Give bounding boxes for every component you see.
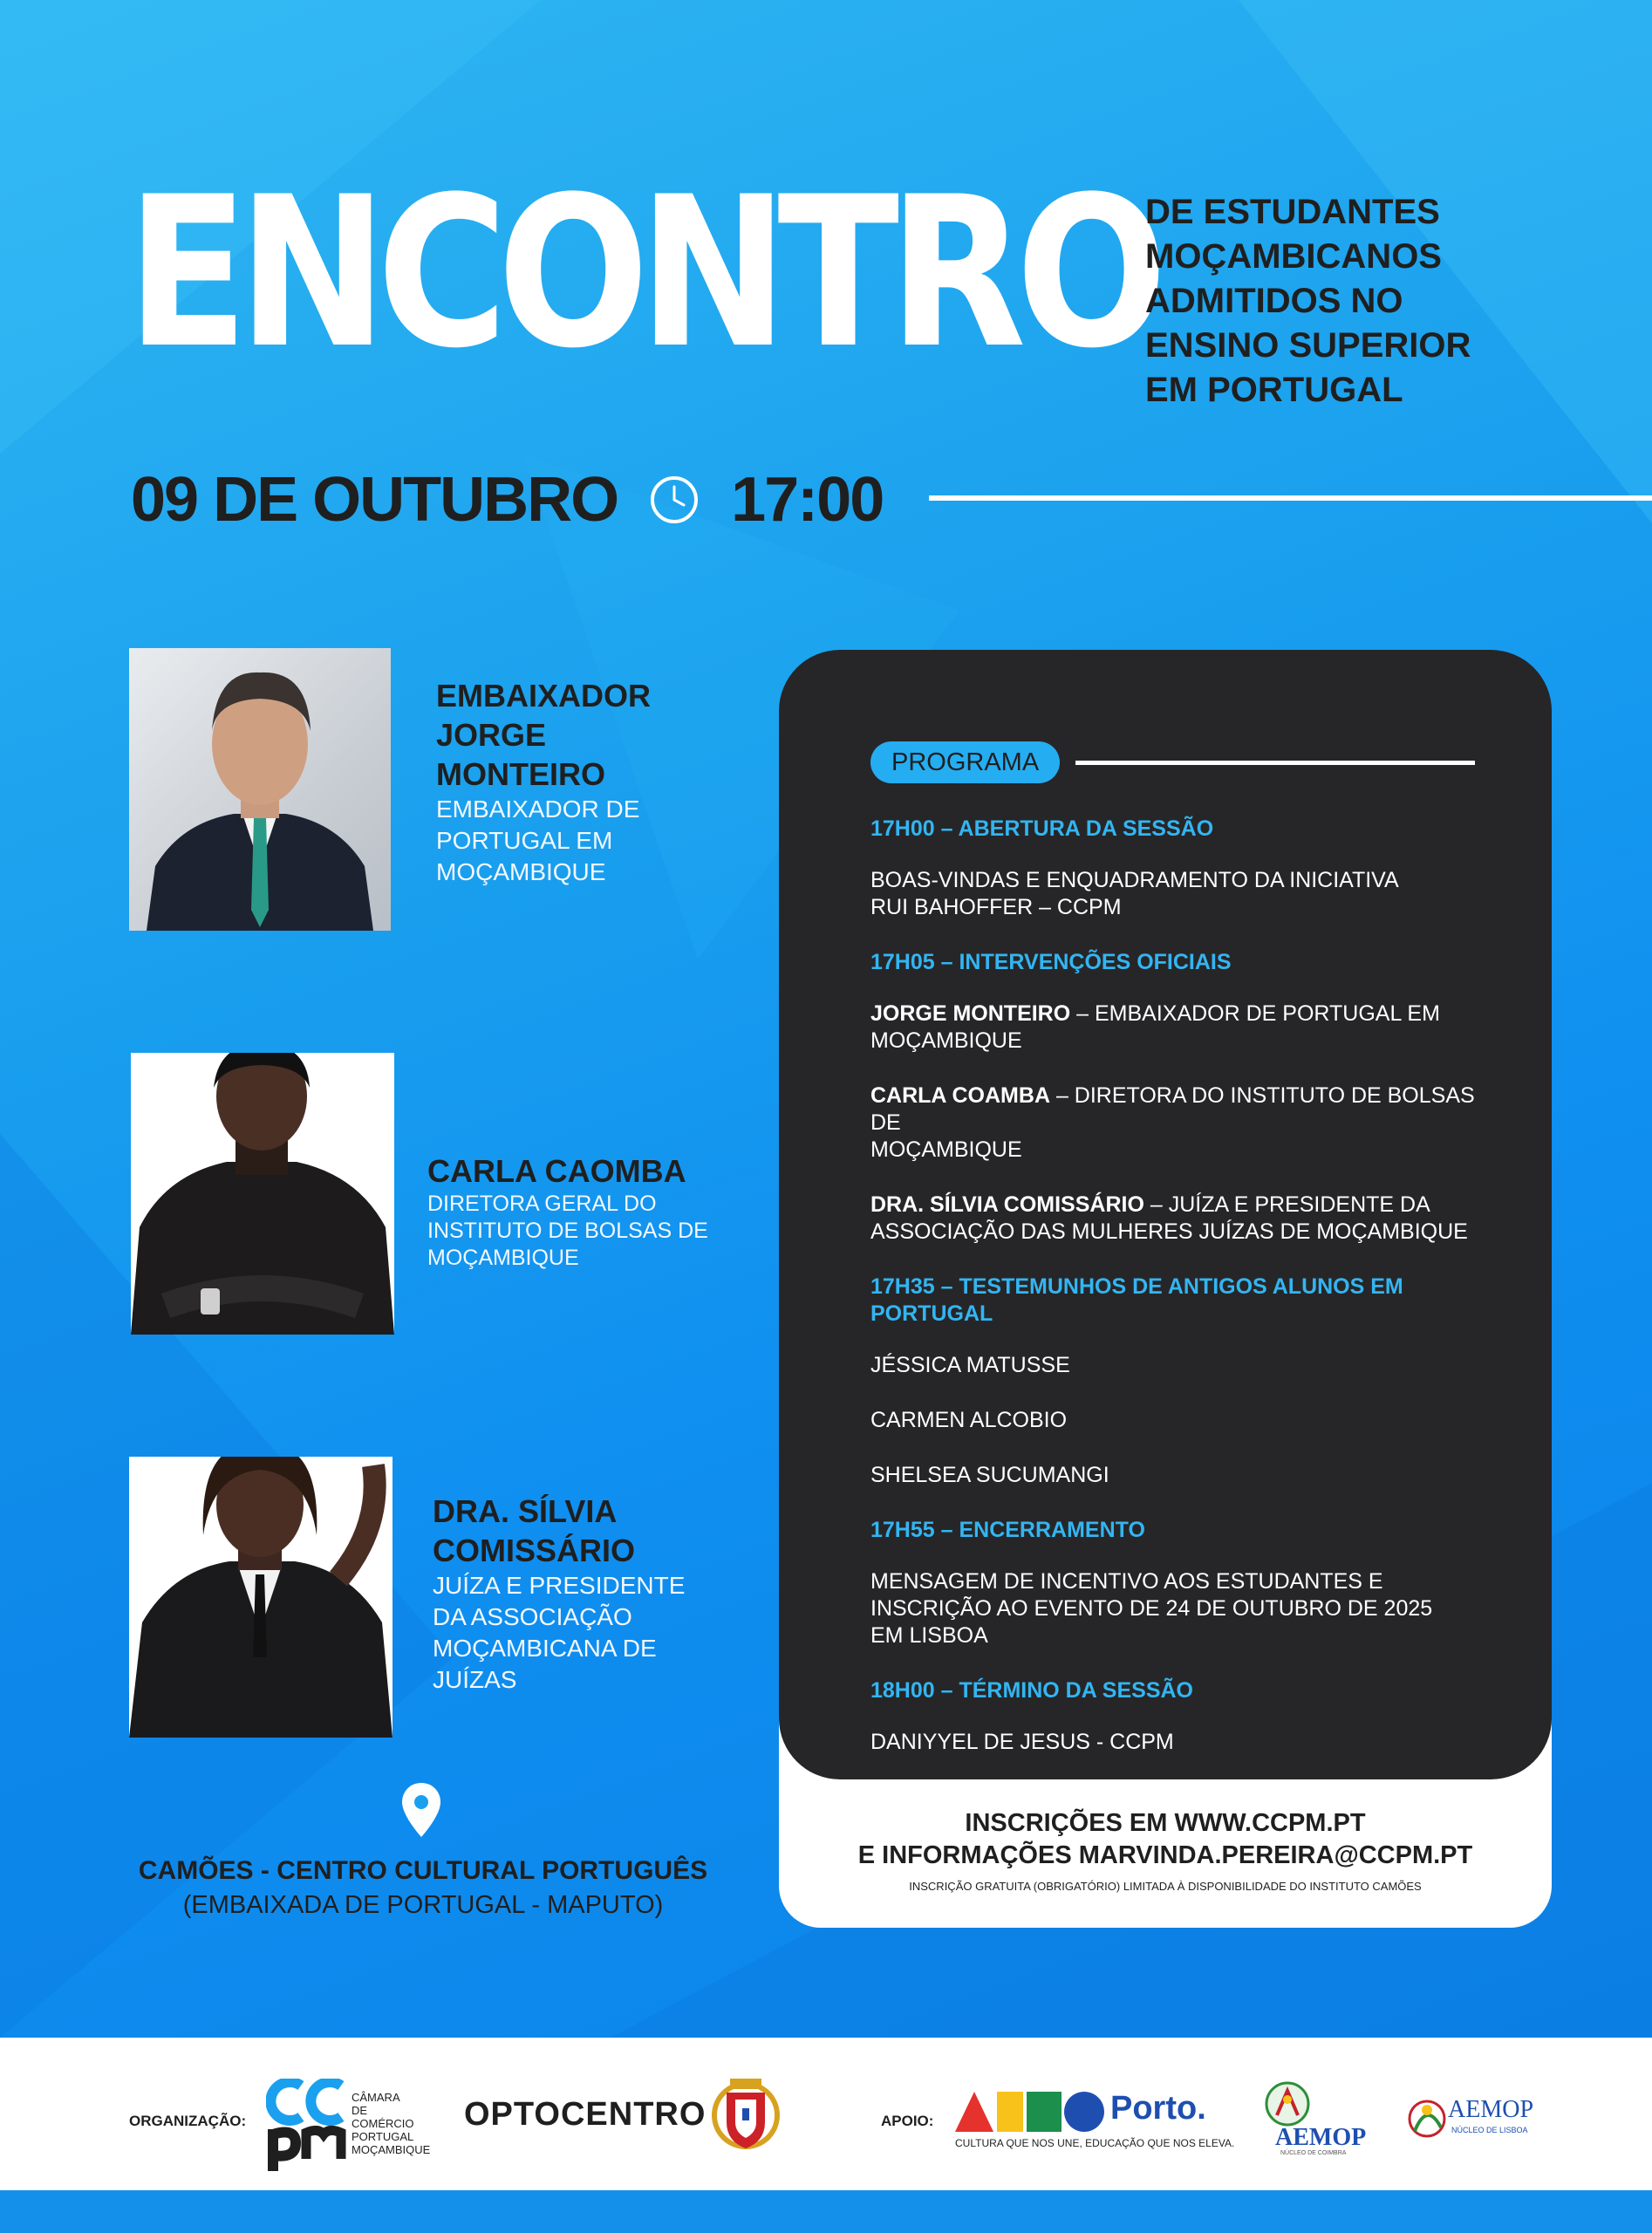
event-title: ENCONTRO — [126, 153, 1157, 394]
support-label: APOIO: — [881, 2113, 934, 2129]
program-entry: MENSAGEM DE INCENTIVO AOS ESTUDANTES E INSCRIÇÃO AO EVENTO DE 24 DE OUTUBRO DE 2025 EM LISBOA — [870, 1569, 1433, 1648]
speaker-name: EMBAIXADOR — [436, 678, 652, 714]
clock-icon — [649, 475, 700, 525]
speaker-name: COMISSÁRIO — [433, 1533, 636, 1568]
program-entry: CARMEN ALCOBIO — [870, 1408, 1068, 1432]
date-time-line — [131, 465, 883, 535]
speaker-card — [433, 1492, 720, 1696]
aemos-tagline: CULTURA QUE NOS UNE, EDUCAÇÃO QUE NOS ELEVA. — [955, 2137, 1235, 2149]
registration-website: INSCRIÇÕES EM WWW.CCPM.PT — [965, 1809, 1366, 1837]
program-entry-detail: – EMBAIXADOR DE PORTUGAL EM MOÇAMBIQUE — [870, 1001, 1440, 1053]
venue-location: (EMBAIXADA DE PORTUGAL - MAPUTO) — [182, 1891, 664, 1919]
speaker-role: MOÇAMBIQUE — [427, 1246, 579, 1270]
program-time-heading: 17H55 – ENCERRAMENTO — [870, 1518, 1145, 1542]
registration-note: INSCRIÇÃO GRATUITA (OBRIGATÓRIO) LIMITADA À DISPONIBILIDADE DO INSTITUTO CAMÕES — [909, 1880, 1422, 1893]
program-entry — [870, 1082, 1490, 1164]
coat-of-arms-icon — [711, 2073, 781, 2157]
aemop-coimbra-name: AEMOP — [1275, 2124, 1367, 2151]
organization-label: ORGANIZAÇÃO: — [129, 2113, 247, 2129]
speaker-card — [436, 676, 698, 888]
subtitle-line: MOÇAMBICANOS — [1145, 237, 1442, 276]
program-entry-detail: – DIRETORA DO INSTITUTO DE BOLSAS DE MOÇAMBIQUE — [870, 1083, 1475, 1162]
ccpm-logo-text: DE COMÉRCIO — [352, 2104, 414, 2130]
bottom-band — [0, 2190, 1652, 2233]
aemop-lisboa-logo — [1406, 2089, 1546, 2159]
program-entry-name: DRA. SÍLVIA COMISSÁRIO — [870, 1192, 1144, 1217]
program-label: PROGRAMA — [870, 741, 1060, 783]
aemop-coimbra-sub: NÚCLEO DE COIMBRA — [1280, 2150, 1347, 2156]
program-entry: JÉSSICA MATUSSE — [870, 1353, 1070, 1377]
aemop-coimbra-logo — [1256, 2080, 1387, 2159]
program-entry-name: JORGE MONTEIRO — [870, 1001, 1071, 1026]
speaker-role: JUÍZAS — [433, 1666, 517, 1693]
program-entry: SHELSEA SUCUMANGI — [870, 1463, 1109, 1487]
program-entry: BOAS-VINDAS E ENQUADRAMENTO DA INICIATIVA RUI BAHOFFER – CCPM — [870, 868, 1399, 919]
aemos-porto-suffix: Porto. — [1110, 2090, 1206, 2127]
registration-info — [779, 1807, 1552, 1896]
program-entry — [870, 1192, 1490, 1246]
subtitle-line: ADMITIDOS NO — [1145, 282, 1403, 320]
speaker-card — [427, 1151, 715, 1272]
event-date: 09 DE OUTUBRO — [131, 465, 618, 535]
speaker-role: MOÇAMBICANA DE — [433, 1635, 657, 1662]
aemop-lisboa-name: AEMOP — [1448, 2096, 1534, 2123]
speaker-name: CARLA CAOMBA — [427, 1153, 686, 1189]
speaker-name: JORGE — [436, 717, 547, 753]
aemop-lisboa-sub: NÚCLEO DE LISBOA — [1451, 2126, 1528, 2134]
program-time-heading: 17H00 – ABERTURA DA SESSÃO — [870, 816, 1214, 841]
subtitle-line: DE ESTUDANTES — [1145, 193, 1440, 231]
speaker-photo — [129, 648, 391, 931]
ccpm-logo-text: MOÇAMBIQUE — [352, 2143, 431, 2156]
subtitle-line: ENSINO SUPERIOR — [1145, 326, 1471, 365]
program-time-heading: 17H35 – TESTEMUNHOS DE ANTIGOS ALUNOS EM PORTUGAL — [870, 1274, 1403, 1326]
program-card — [779, 650, 1552, 1779]
event-subtitle — [1145, 190, 1512, 413]
program-divider — [1075, 761, 1475, 765]
location-pin-icon — [399, 1781, 443, 1839]
aemos-porto-logo — [955, 2090, 1235, 2151]
speaker-role: INSTITUTO DE BOLSAS DE — [427, 1219, 708, 1243]
speaker-role: PORTUGAL EM — [436, 827, 613, 854]
speaker-role: DIRETORA GERAL DO — [427, 1192, 657, 1216]
event-time: 17:00 — [731, 465, 884, 535]
speaker-role: JUÍZA E PRESIDENTE — [433, 1572, 686, 1599]
ccpm-logo-text: CÂMARA — [352, 2091, 400, 2104]
footer-logos — [0, 2038, 1652, 2190]
speaker-role: DA ASSOCIAÇÃO — [433, 1603, 632, 1630]
header-divider — [929, 495, 1652, 501]
program-list — [870, 816, 1490, 1784]
registration-email: E INFORMAÇÕES MARVINDA.PEREIRA@CCPM.PT — [857, 1841, 1473, 1869]
program-entry: DANIYYEL DE JESUS - CCPM — [870, 1730, 1174, 1754]
program-entry-detail: – JUÍZA E PRESIDENTE DA ASSOCIAÇÃO DAS MULHERES JUÍZAS DE MOÇAMBIQUE — [870, 1192, 1468, 1244]
ccpm-logo — [266, 2079, 432, 2175]
speaker-name: DRA. SÍLVIA — [433, 1493, 618, 1529]
program-entry — [870, 1000, 1490, 1055]
program-entry-name: CARLA COAMBA — [870, 1083, 1050, 1108]
subtitle-line: EM PORTUGAL — [1145, 371, 1403, 409]
speaker-role: EMBAIXADOR DE — [436, 796, 640, 823]
venue-name: CAMÕES - CENTRO CULTURAL PORTUGUÊS — [138, 1856, 708, 1885]
venue-info — [122, 1854, 724, 1922]
speaker-name: MONTEIRO — [436, 756, 605, 792]
program-time-heading: 18H00 – TÉRMINO DA SESSÃO — [870, 1678, 1194, 1703]
speaker-photo — [131, 1053, 394, 1335]
speaker-role: MOÇAMBIQUE — [436, 858, 606, 885]
speaker-photo — [129, 1457, 393, 1738]
optocentro-logo: OPTOCENTRO — [464, 2096, 707, 2133]
program-time-heading: 17H05 – INTERVENÇÕES OFICIAIS — [870, 950, 1232, 974]
ccpm-logo-text: PORTUGAL — [352, 2130, 414, 2143]
